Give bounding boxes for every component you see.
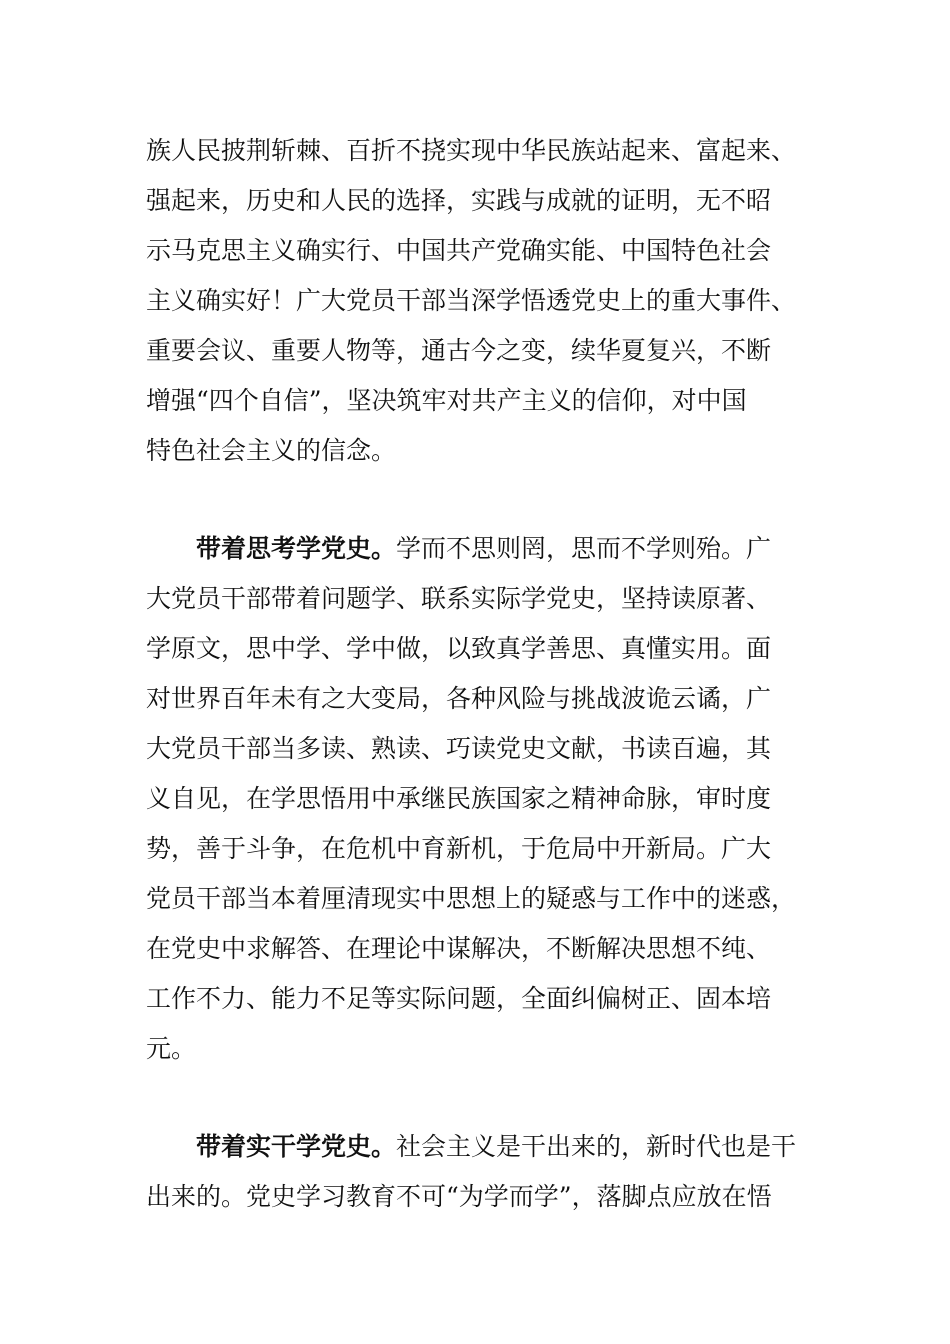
paragraph-line: 重要会议、重要人物等，通古今之变，续华夏复兴，不断 (146, 336, 772, 365)
paragraph-line: 党员干部当本着厘清现实中思想上的疑惑与工作中的迷惑， (146, 884, 797, 913)
paragraph-line: 族人民披荆斩棘、百折不挠实现中华民族站起来、富起来、 (146, 136, 797, 165)
paragraph-heading: 带着思考学党史。 (196, 534, 397, 563)
paragraph-line: 元。 (146, 1034, 197, 1063)
paragraph-line: 大党员干部带着问题学、联系实际学党史，坚持读原著、 (146, 584, 772, 613)
paragraph-line: 在党史中求解答、在理论中谋解决，不断解决思想不纯、 (146, 934, 772, 963)
paragraph-first-line (196, 1122, 796, 1172)
paragraph-line: 势，善于斗争，在危机中育新机，于危局中开新局。广大 (146, 834, 772, 863)
paragraph-line: 对世界百年未有之大变局，各种风险与挑战波诡云谲，广 (146, 684, 772, 713)
paragraph-first-line-text: 学而不思则罔，思而不学则殆。广 (396, 534, 772, 563)
paragraph-heading: 带着实干学党史。 (196, 1132, 397, 1161)
paragraph-line: 强起来，历史和人民的选择，实践与成就的证明，无不昭 (146, 186, 772, 215)
paragraph-line: 主义确实好！广大党员干部当深学悟透党史上的重大事件、 (146, 286, 797, 315)
paragraph-line: 学原文，思中学、学中做，以致真学善思、真懂实用。面 (146, 634, 772, 663)
paragraph-line: 大党员干部当多读、熟读、巧读党史文献，书读百遍，其 (146, 734, 772, 763)
paragraph-line: 增强“四个自信”，坚决筑牢对共产主义的信仰，对中国 (146, 386, 747, 415)
paragraph-first-line-text: 社会主义是干出来的，新时代也是干 (396, 1132, 797, 1161)
paragraph-line: 工作不力、能力不足等实际问题，全面纠偏树正、固本培 (146, 984, 772, 1013)
paragraph-line: 义自见，在学思悟用中承继民族国家之精神命脉，审时度 (146, 784, 772, 813)
paragraph-line: 特色社会主义的信念。 (146, 436, 397, 465)
paragraph-line: 出来的。党史学习教育不可“为学而学”，落脚点应放在悟 (146, 1182, 772, 1211)
paragraph-line: 示马克思主义确实行、中国共产党确实能、中国特色社会 (146, 236, 772, 265)
paragraph-first-line (196, 524, 771, 574)
